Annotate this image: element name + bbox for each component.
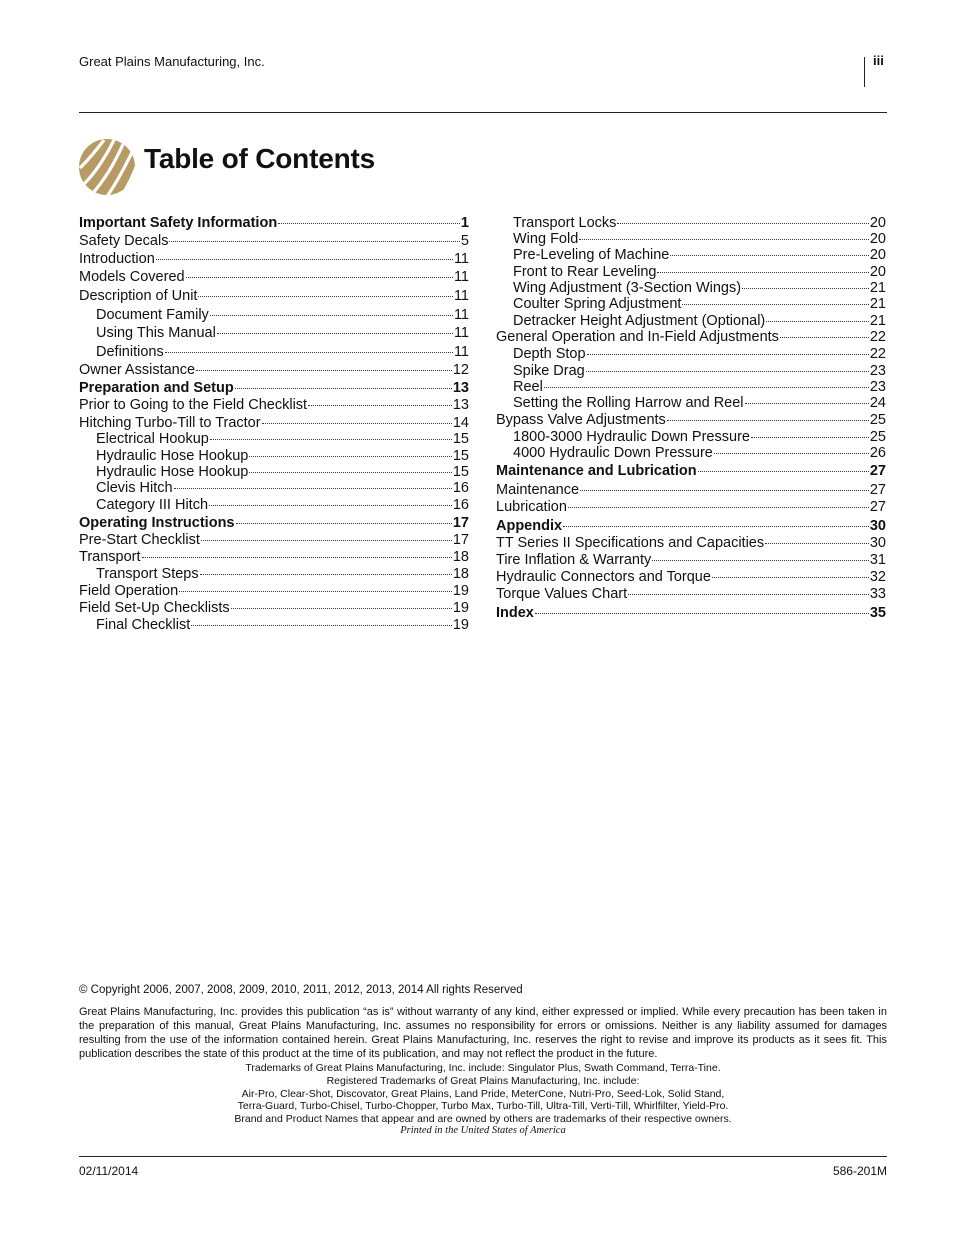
toc-entry[interactable] — [496, 463, 886, 480]
printed-location: Printed in the United States of America — [400, 1125, 566, 1136]
trademark-line: Brand and Product Names that appear and are owned by others are trademarks of their respective owners. — [234, 1113, 732, 1125]
toc-entry[interactable] — [96, 431, 469, 448]
toc-leader-dots — [186, 277, 453, 278]
toc-entry-label: Detracker Height Adjustment (Optional) — [513, 313, 766, 329]
toc-leader-dots — [209, 505, 452, 506]
toc-leader-dots — [535, 613, 869, 614]
toc-entry-page: 22 — [869, 346, 886, 362]
toc-entry[interactable] — [96, 307, 469, 324]
toc-entry[interactable] — [96, 497, 469, 514]
toc-entry-label: Operating Instructions — [79, 515, 235, 531]
copyright-notice: © Copyright 2006, 2007, 2008, 2009, 2010, 2011, 2012, 2013, 2014 All rights Reserved — [79, 984, 523, 996]
toc-entry-label: Owner Assistance — [79, 362, 196, 378]
toc-entry-page: 11 — [453, 325, 469, 341]
toc-entry[interactable] — [496, 552, 886, 569]
toc-entry[interactable] — [79, 215, 469, 232]
toc-entry-label: Wing Fold — [513, 231, 579, 247]
toc-leader-dots — [165, 352, 453, 353]
toc-entry-page: 14 — [452, 415, 469, 431]
toc-leader-dots — [617, 223, 868, 224]
toc-entry-page: 12 — [452, 362, 469, 378]
header-divider — [864, 57, 865, 87]
toc-entry-label: Category III Hitch — [96, 497, 209, 513]
toc-leader-dots — [657, 272, 868, 273]
toc-entry-label: Transport Steps — [96, 566, 199, 582]
toc-entry-label: Definitions — [96, 344, 164, 360]
toc-leader-dots — [667, 420, 869, 421]
toc-entry[interactable] — [496, 586, 886, 603]
toc-leader-dots — [174, 488, 452, 489]
toc-entry[interactable] — [79, 397, 469, 414]
toc-entry[interactable] — [496, 482, 886, 499]
toc-entry-label: Hydraulic Hose Hookup — [96, 448, 249, 464]
toc-entry-page: 1 — [460, 215, 469, 231]
toc-entry-page: 17 — [452, 515, 469, 531]
toc-leader-dots — [217, 333, 453, 334]
toc-entry[interactable] — [79, 251, 469, 268]
toc-entry-label: Hydraulic Hose Hookup — [96, 464, 249, 480]
toc-entry-page: 11 — [453, 269, 469, 285]
toc-entry-label: Clevis Hitch — [96, 480, 173, 496]
toc-entry[interactable] — [79, 288, 469, 305]
toc-entry-label: Using This Manual — [96, 325, 216, 341]
trademark-line: Trademarks of Great Plains Manufacturing, Inc. include: Singulator Plus, Swath Command, Terra-Tine. — [245, 1062, 721, 1074]
toc-entry[interactable] — [79, 583, 469, 600]
disclaimer-paragraph: Great Plains Manufacturing, Inc. provides this publication “as is” without warranty of any kind, either expressed or implied. While every precaution has been taken in the preparation of this manual, Great Plains Manufacturing, Inc. assumes no responsibility for errors or omissions. Neither is any liability assumed for damages resulting from the use of the information contained herein. Great Plains Manufacturing, Inc. reserves the right to revise and improve its products as it sees fit. This publication describes the state of this product at the time of its publication, and may not reflect the product in the future. — [79, 1006, 887, 1060]
toc-entry-label: Electrical Hookup — [96, 431, 209, 447]
toc-entry-label: Field Operation — [79, 583, 179, 599]
trademark-line: Registered Trademarks of Great Plains Manufacturing, Inc. include: — [326, 1075, 640, 1087]
toc-entry-page: 21 — [869, 296, 886, 312]
toc-entry-label: Tire Inflation & Warranty — [496, 552, 652, 568]
toc-entry-page: 19 — [452, 617, 469, 633]
toc-leader-dots — [579, 239, 869, 240]
toc-entry[interactable] — [513, 215, 886, 232]
toc-entry-label: Pre-Start Checklist — [79, 532, 200, 548]
toc-entry-label: General Operation and In-Field Adjustments — [496, 329, 779, 345]
toc-leader-dots — [751, 437, 869, 438]
toc-leader-dots — [580, 490, 869, 491]
toc-entry[interactable] — [513, 280, 886, 297]
toc-entry-label: Field Set-Up Checklists — [79, 600, 230, 616]
toc-entry[interactable] — [513, 247, 886, 264]
toc-leader-dots — [628, 594, 869, 595]
toc-entry-page: 20 — [869, 264, 886, 280]
toc-entry-page: 11 — [453, 251, 469, 267]
toc-leader-dots — [169, 241, 459, 242]
toc-leader-dots — [308, 405, 452, 406]
toc-entry-page: 23 — [869, 363, 886, 379]
toc-entry-label: Pre-Leveling of Machine — [513, 247, 670, 263]
toc-entry[interactable] — [79, 269, 469, 286]
toc-entry-page: 15 — [452, 448, 469, 464]
toc-entry-page: 20 — [869, 247, 886, 263]
header-rule — [79, 112, 887, 113]
toc-entry-label: Maintenance — [496, 482, 580, 498]
toc-entry[interactable] — [496, 535, 886, 552]
toc-entry-label: Appendix — [496, 518, 563, 534]
toc-entry-label: Lubrication — [496, 499, 567, 515]
toc-leader-dots — [210, 315, 453, 316]
toc-entry-page: 23 — [869, 379, 886, 395]
toc-entry[interactable] — [496, 605, 886, 622]
toc-entry[interactable] — [79, 380, 469, 397]
toc-leader-dots — [586, 371, 869, 372]
toc-entry[interactable] — [513, 363, 886, 380]
page-title: Table of Contents — [144, 143, 375, 174]
toc-entry[interactable] — [96, 480, 469, 497]
toc-entry[interactable] — [79, 532, 469, 549]
toc-leader-dots — [652, 560, 869, 561]
toc-entry-page: 25 — [869, 412, 886, 428]
toc-entry-label: Torque Values Chart — [496, 586, 628, 602]
toc-entry[interactable] — [513, 346, 886, 363]
toc-entry-label: Bypass Valve Adjustments — [496, 412, 666, 428]
toc-entry-label: Coulter Spring Adjustment — [513, 296, 682, 312]
toc-entry-label: Transport — [79, 549, 141, 565]
toc-leader-dots — [249, 472, 452, 473]
toc-leader-dots — [249, 456, 452, 457]
toc-entry-label: Depth Stop — [513, 346, 586, 362]
toc-entry[interactable] — [513, 429, 886, 446]
toc-entry-page: 15 — [452, 431, 469, 447]
footer-rule — [79, 1156, 887, 1157]
toc-leader-dots — [682, 304, 868, 305]
toc-leader-dots — [698, 471, 869, 472]
toc-entry[interactable] — [513, 313, 886, 330]
toc-entry-page: 21 — [869, 280, 886, 296]
toc-entry-page: 5 — [460, 233, 469, 249]
toc-leader-dots — [236, 523, 452, 524]
toc-leader-dots — [196, 370, 452, 371]
toc-leader-dots — [198, 296, 452, 297]
toc-entry[interactable] — [96, 344, 469, 361]
toc-entry[interactable] — [79, 362, 469, 379]
footer-date: 02/11/2014 — [79, 1164, 139, 1178]
toc-entry-label: Hydraulic Connectors and Torque — [496, 569, 711, 585]
toc-entry-page: 18 — [452, 566, 469, 582]
toc-entry-page: 31 — [869, 552, 886, 568]
toc-leader-dots — [210, 439, 452, 440]
toc-entry-page: 24 — [869, 395, 886, 411]
toc-entry[interactable] — [96, 464, 469, 481]
toc-leader-dots — [563, 526, 869, 527]
toc-entry[interactable] — [96, 325, 469, 342]
toc-entry-label: Reel — [513, 379, 543, 395]
toc-entry-label: Maintenance and Lubrication — [496, 463, 697, 479]
toc-leader-dots — [670, 255, 868, 256]
toc-leader-dots — [231, 608, 452, 609]
toc-leader-dots — [780, 337, 869, 338]
header-company-name: Great Plains Manufacturing, Inc. — [79, 54, 265, 69]
toc-entry-page: 17 — [452, 532, 469, 548]
toc-entry-page: 35 — [869, 605, 886, 621]
toc-leader-dots — [587, 354, 869, 355]
toc-entry-page: 27 — [869, 482, 886, 498]
great-plains-logo-icon — [78, 138, 136, 196]
toc-entry-label: Final Checklist — [96, 617, 191, 633]
toc-leader-dots — [262, 423, 452, 424]
toc-entry[interactable] — [96, 448, 469, 465]
toc-entry-label: Introduction — [79, 251, 155, 267]
toc-entry[interactable] — [96, 566, 469, 583]
toc-entry-label: Index — [496, 605, 534, 621]
toc-entry-page: 19 — [452, 583, 469, 599]
toc-entry-label: 1800-3000 Hydraulic Down Pressure — [513, 429, 750, 445]
toc-leader-dots — [278, 223, 460, 224]
toc-entry-page: 11 — [453, 307, 469, 323]
toc-entry[interactable] — [513, 379, 886, 396]
toc-entry[interactable] — [513, 296, 886, 313]
toc-entry[interactable] — [79, 233, 469, 250]
toc-entry-page: 27 — [869, 499, 886, 515]
toc-leader-dots — [714, 453, 869, 454]
toc-entry-label: Document Family — [96, 307, 209, 323]
toc-entry-page: 15 — [452, 464, 469, 480]
toc-entry-label: Safety Decals — [79, 233, 169, 249]
toc-entry-page: 20 — [869, 231, 886, 247]
toc-entry-page: 11 — [453, 288, 469, 304]
toc-leader-dots — [191, 625, 452, 626]
toc-leader-dots — [201, 540, 452, 541]
toc-entry-label: Models Covered — [79, 269, 185, 285]
toc-entry-page: 13 — [452, 397, 469, 413]
toc-entry-label: Wing Adjustment (3-Section Wings) — [513, 280, 742, 296]
toc-entry-page: 18 — [452, 549, 469, 565]
toc-entry[interactable] — [513, 231, 886, 248]
toc-entry[interactable] — [96, 617, 469, 634]
toc-leader-dots — [235, 388, 452, 389]
footer-doc-number: 586-201M — [832, 1164, 887, 1178]
toc-entry-page: 21 — [869, 313, 886, 329]
toc-entry-label: Description of Unit — [79, 288, 198, 304]
toc-leader-dots — [200, 574, 452, 575]
toc-entry[interactable] — [496, 412, 886, 429]
toc-entry-page: 25 — [869, 429, 886, 445]
toc-entry-label: Spike Drag — [513, 363, 585, 379]
toc-entry-page: 30 — [869, 535, 886, 551]
toc-leader-dots — [179, 591, 452, 592]
toc-entry-label: Important Safety Information — [79, 215, 278, 231]
toc-entry-page: 26 — [869, 445, 886, 461]
toc-entry-page: 19 — [452, 600, 469, 616]
toc-leader-dots — [544, 387, 869, 388]
toc-entry[interactable] — [496, 329, 886, 346]
toc-leader-dots — [766, 321, 869, 322]
toc-leader-dots — [156, 259, 453, 260]
toc-entry-label: Setting the Rolling Harrow and Reel — [513, 395, 744, 411]
toc-leader-dots — [142, 557, 452, 558]
toc-entry[interactable] — [513, 395, 886, 412]
toc-entry-page: 27 — [869, 463, 886, 479]
toc-entry-page: 22 — [869, 329, 886, 345]
toc-entry-label: TT Series II Specifications and Capacities — [496, 535, 765, 551]
toc-entry[interactable] — [496, 569, 886, 586]
toc-entry-page: 13 — [452, 380, 469, 396]
toc-entry-page: 16 — [452, 480, 469, 496]
toc-entry-page: 32 — [869, 569, 886, 585]
toc-entry[interactable] — [513, 445, 886, 462]
toc-entry[interactable] — [79, 600, 469, 617]
toc-leader-dots — [742, 288, 869, 289]
toc-entry-page: 16 — [452, 497, 469, 513]
toc-entry-label: Preparation and Setup — [79, 380, 234, 396]
toc-entry-label: Transport Locks — [513, 215, 617, 231]
toc-entry-page: 20 — [869, 215, 886, 231]
toc-leader-dots — [765, 543, 869, 544]
toc-entry-page: 30 — [869, 518, 886, 534]
toc-entry-label: 4000 Hydraulic Down Pressure — [513, 445, 713, 461]
toc-entry[interactable] — [79, 549, 469, 566]
toc-entry[interactable] — [513, 264, 886, 281]
toc-entry[interactable] — [79, 415, 469, 432]
trademark-line: Air-Pro, Clear-Shot, Discovator, Great Plains, Land Pride, MeterCone, Nutri-Pro, Seed-Lok, Solid Stand, — [241, 1088, 725, 1100]
toc-leader-dots — [712, 577, 869, 578]
toc-entry[interactable] — [496, 499, 886, 516]
toc-leader-dots — [568, 507, 869, 508]
toc-entry-page: 11 — [453, 344, 469, 360]
toc-entry-page: 33 — [869, 586, 886, 602]
toc-entry-label: Front to Rear Leveling — [513, 264, 657, 280]
header-page-number: iii — [873, 53, 884, 68]
toc-entry-label: Hitching Turbo-Till to Tractor — [79, 415, 261, 431]
toc-entry-label: Prior to Going to the Field Checklist — [79, 397, 308, 413]
toc-entry[interactable] — [79, 515, 469, 532]
toc-entry[interactable] — [496, 518, 886, 535]
toc-leader-dots — [745, 403, 869, 404]
trademark-line: Terra-Guard, Turbo-Chisel, Turbo-Chopper, Turbo Max, Turbo-Till, Ultra-Till, Verti-Till, Whirlfilter, Yield-Pro. — [237, 1100, 729, 1112]
